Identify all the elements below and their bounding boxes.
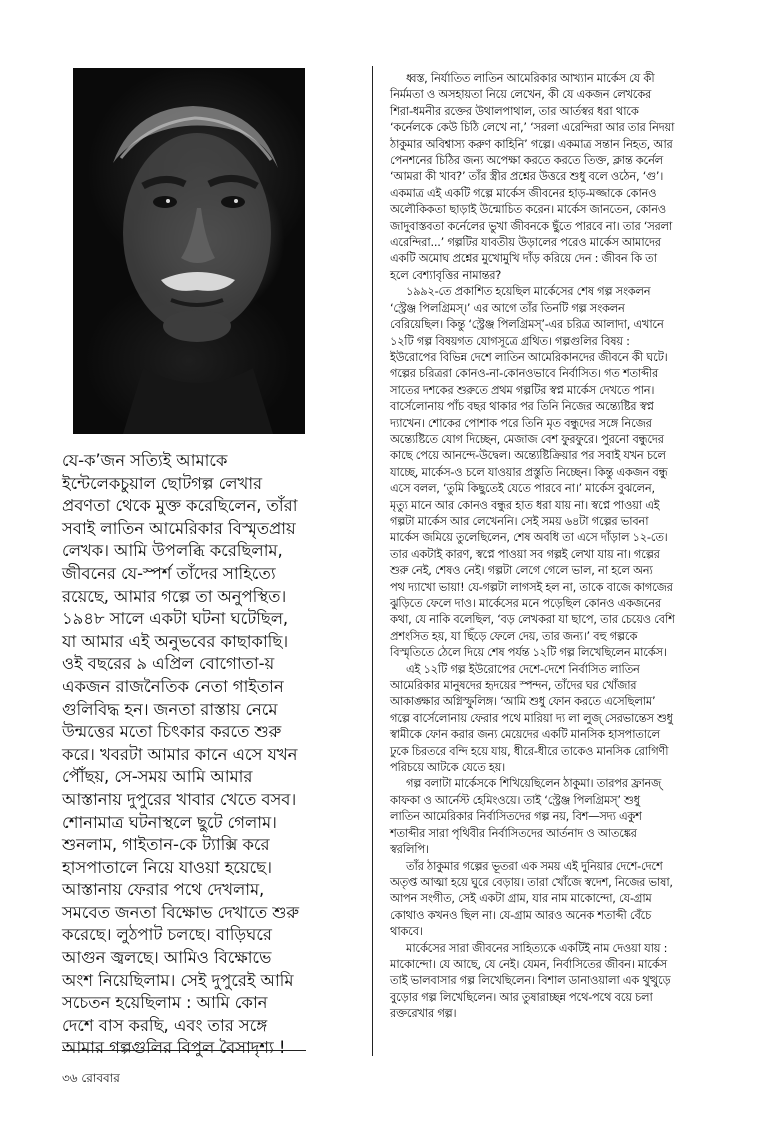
article-line: এরেন্দিরা...’ গল্পটির যাবতীয় উড়ালের পরেও মার্কেস আমাদের bbox=[390, 235, 661, 250]
article-line: বার্সেলোনায় পাঁচ বছর থাকার পর তিনি নিজের অন্ত্যেষ্টির স্বপ্ন bbox=[390, 399, 654, 414]
article-line: গল্পের চরিত্ররা কোনও-না-কোনওভাবে নির্বাসিত। গত শতাব্দীর bbox=[390, 366, 659, 381]
article-body bbox=[390, 70, 720, 1022]
article-line: রক্তরেখার গল্প। bbox=[390, 1006, 457, 1021]
article-line: নির্মমতা ও অসহায়তা নিয়ে লেখেন, কী যে একজন লেখকের bbox=[390, 87, 652, 102]
article-line: অতৃপ্ত আত্মা হয়ে ঘুরে বেড়ায়। তারা খোঁজে স্বদেশ, নিজের ভাষা, bbox=[390, 874, 673, 889]
article-line: অন্ত্যেষ্টিতে যোগ দিচ্ছেন, মেজাজ বেশ ফুরফুরে। পুরনো বন্ধুদের bbox=[390, 431, 664, 446]
pull-quote bbox=[62, 450, 312, 1060]
article-line: এই ১২টি গল্প ইউরোপের দেশে-দেশে নির্বাসিত লাতিন bbox=[406, 661, 640, 676]
article-line: গল্প বলাটা মার্কেসকে শিখিয়েছিলেন ঠাকুমা। তারপর ফ্রানজ্ bbox=[406, 776, 662, 791]
article-line: এসে বলল, ‘তুমি কিছুতেই যেতে পারবে না।’ মার্কেস বুঝলেন, bbox=[390, 481, 655, 496]
quote-line: আমার গল্পগুলির বিপুল বৈসাদৃশ্য ! bbox=[62, 1038, 286, 1058]
article-line: ‘স্ট্রেঞ্জ পিলগ্রিমস্।’ এর আগে তাঁর তিনটি গল্প সংকলন bbox=[390, 300, 625, 315]
quote-line: জীবনের যে-স্পর্শ তাঁদের সাহিত্যে bbox=[62, 563, 276, 583]
article-line: ‘কর্নেলকে কেউ চিঠি লেখে না,’ ‘সরলা এরেন্দিরা আর তার নিদয়া bbox=[390, 120, 675, 135]
quote-line: শোনামাত্র ঘটনাস্থলে ছুটে গেলাম। bbox=[62, 812, 277, 832]
article-line: কথা, যে নাকি বলেছিল, ‘বড় লেখকরা যা ছাপে, তার চেয়েও বেশি bbox=[390, 612, 675, 627]
article-line: স্বামীকে ফোন করার জন্য মেয়েদের একটি মানসিক হাসপাতালে bbox=[390, 727, 660, 742]
quote-line: দেশে বাস করছি, এবং তার সঙ্গে bbox=[62, 1015, 268, 1035]
quote-line: অংশ নিয়েছিলাম। সেই দুপুরেই আমি bbox=[62, 970, 294, 990]
quote-line: শুনলাম, গাইতান-কে ট্যাক্সি করে bbox=[62, 835, 270, 855]
article-line: সাতের দশকের শুরুতে প্রথম গল্পটির স্বপ্ন মার্কেস দেখতে পান। bbox=[390, 382, 655, 397]
article-line: পথ দ্যাখো ভায়া! যে-গল্পটা লাগসই হল না, তাকে বাজে কাগজের bbox=[390, 579, 673, 594]
article-line: স্বরলিপি। bbox=[390, 842, 429, 857]
article-line: তাই ভালবাসার গল্প লিখেছিলেন। বিশাল ডানাওয়ালা এক থুত্থুড়ে bbox=[390, 973, 671, 988]
article-line: কাফকা ও আর্নেস্ট হেমিংওয়ে। তাই ‘স্ট্রেঞ্জ পিলগ্রিমস্’ শুধু bbox=[390, 792, 640, 807]
article-line: বেরিয়েছিল। কিন্তু ‘স্ট্রেঞ্জ পিলগ্রিমস্’-এর চরিত্র আলাদা, এখানে bbox=[390, 317, 664, 332]
page-footer: ৩৬ রোববার bbox=[62, 1071, 120, 1085]
quote-line: সচেতন হয়েছিলাম : আমি কোন bbox=[62, 993, 268, 1013]
quote-line: একজন রাজনৈতিক নেতা গাইতান bbox=[62, 676, 284, 696]
article-line: গল্পে বার্সেলোনায় ফেরার পথে মারিয়া দ্য লা লুজ্ সেরভান্তেস শুধু bbox=[390, 710, 673, 725]
article-line: শতাব্দীর সারা পৃথিবীর নির্বাসিতদের আর্তনাদ ও আতঙ্কের bbox=[390, 825, 637, 840]
article-line: শুরু নেই, শেষও নেই। গল্পটা লেগে গেলে ভাল, না হলে অন্য bbox=[390, 563, 653, 578]
quote-line: আস্তানায় দুপুরের খাবার খেতে বসব। bbox=[62, 789, 297, 809]
quote-line: গুলিবিদ্ধ হন। জনতা রাস্তায় নেমে bbox=[62, 699, 278, 719]
quote-line: ইন্টেলেকচুয়াল ছোটগল্প লেখার bbox=[62, 473, 263, 493]
quote-bottom-rule bbox=[62, 1050, 306, 1051]
article-line: ধ্বস্ত, নির্যাতিত লাতিন আমেরিকার আখ্যান মার্কেস যে কী bbox=[406, 71, 655, 85]
article-line: মৃত্যু মানে আর কোনও বন্ধুর হাত ধরা যায় না। স্বপ্নে পাওয়া এই bbox=[390, 497, 660, 512]
article-line: ১৯৯২-তে প্রকাশিত হয়েছিল মার্কেসের শেষ গল্প সংকলন bbox=[406, 284, 651, 299]
quote-line: সবাই লাতিন আমেরিকার বিস্মৃতপ্রায় bbox=[62, 518, 296, 538]
article-line: বিস্মৃতিতে ঠেলে দিয়ে শেষ পর্যন্ত ১২টি গল্প লিখেছিলেন মার্কেস। bbox=[390, 645, 667, 660]
article-line: হলে বেশ্যাবৃত্তির নামান্তর? bbox=[390, 267, 501, 282]
quote-line: করে। খবরটা আমার কানে এসে যখন bbox=[62, 744, 298, 764]
quote-line: উন্মত্তের মতো চিৎকার করতে শুরু bbox=[62, 722, 282, 742]
quote-line: সমবেত জনতা বিক্ষোভ দেখাতে শুরু bbox=[62, 902, 299, 922]
article-line: ১২টি গল্প বিষয়গত যোগসূত্রে গ্রথিত। গল্পগুলির বিষয় : bbox=[390, 333, 630, 348]
quote-line: আস্তানায় ফেরার পথে দেখলাম, bbox=[62, 880, 265, 900]
quote-line: পৌঁছয়, সে-সময় আমি আমার bbox=[62, 767, 253, 787]
article-line: ইউরোপের বিভিন্ন দেশে লাতিন আমেরিকানদের জীবনে কী ঘটে। bbox=[390, 349, 668, 364]
article-line: মাকোন্দো। যে আছে, যে নেই। যেমন, নির্বাসিতের জীবন। মার্কেস bbox=[390, 956, 667, 971]
article-line: আপন সংগীত, সেই একটা গ্রাম, যার নাম মাকোন্দো, যে-গ্রাম bbox=[390, 891, 652, 906]
article-line: বুড়োর গল্প লিখেছিলেন। আর তুষারাচ্ছন্ন পথে-পথে বয়ে চলা bbox=[390, 989, 653, 1004]
quote-line: যে-ক’জন সত্যিই আমাকে bbox=[62, 451, 228, 470]
article-line: প্রশংসিত হয়, যা ছিঁড়ে ফেলে দেয়, তার জন্য।’ বহু গল্পকে bbox=[390, 628, 638, 643]
article-line: যাচ্ছে, মার্কেস-ও চলে যাওয়ার প্রস্তুতি নিচ্ছেন। কিন্তু একজন বন্ধু bbox=[390, 464, 668, 479]
article-line: থাকবে। bbox=[390, 924, 423, 939]
article-line: একমাত্র এই একটি গল্পে মার্কেস জীবনের হাড়-মজ্জাকে কোনও bbox=[390, 185, 657, 200]
quote-line: আগুন জ্বলছে। আমিও বিক্ষোভে bbox=[62, 948, 272, 968]
article-line: ঝুড়িতে ফেলে দাও। মার্কেসের মনে পড়েছিল কোনও একজনের bbox=[390, 596, 661, 610]
column-divider bbox=[372, 66, 373, 1056]
article-line: কোথাও কখনও ছিল না। যে-গ্রাম আরও অনেক শতাব্দী বেঁচে bbox=[390, 907, 652, 922]
article-line: শিরা-ধমনীর রক্তের উথালপাথাল, তার আর্তস্বর ধরা থাকে bbox=[390, 103, 639, 118]
article-line: অলৌকিকতা ছাড়াই উন্মোচিত করেন। মার্কেস জানতেন, কোনও bbox=[390, 202, 666, 217]
article-line: আকাঙ্ক্ষার অগ্নিস্ফুলিঙ্গ। ‘আমি শুধু ফোন করতে এসেছিলাম’ bbox=[390, 694, 656, 709]
article-line: আমেরিকার মানুষদের হৃদয়ের স্পন্দন, তাঁদের ঘর খোঁজার bbox=[390, 678, 637, 693]
article-line: লাতিন আমেরিকার নির্বাসিতদের গল্প নয়, বিশ—সদ্য একুশ bbox=[390, 809, 642, 824]
quote-line: ১৯৪৮ সালে একটা ঘটনা ঘটেছিল, bbox=[62, 609, 289, 629]
quote-line: রয়েছে, আমার গল্পে তা অনুপস্থিত। bbox=[62, 586, 287, 606]
quote-line: যা আমার এই অনুভবের কাছাকাছি। bbox=[62, 631, 289, 651]
article-line: পরিচয়ে আটকে যেতে হয়। bbox=[390, 760, 505, 775]
article-line: দ্যাখেন। শোকের পোশাক পরে তিনি মৃত বন্ধুদের সঙ্গে নিজের bbox=[390, 415, 652, 430]
author-portrait-photo bbox=[73, 68, 305, 434]
quote-line: ওই বছরের ৯ এপ্রিল বোগোতা-য় bbox=[62, 654, 275, 674]
article-line: তাঁর ঠাকুমার গল্পের ভূতরা এক সময় এই দুনিয়ার দেশে-দেশে bbox=[406, 858, 663, 873]
article-line: গল্পটা মার্কেস আর লেখেননি। সেই সময় ৬৪টা গল্পের ভাবনা bbox=[390, 513, 649, 528]
quote-line: করেছে। লুঠপাট চলছে। বাড়িঘরে bbox=[62, 925, 272, 945]
article-line: তার একটাই কারণ, স্বপ্নে পাওয়া সব গল্পই লেখা যায় না। গল্পের bbox=[390, 546, 660, 561]
portrait-illustration bbox=[73, 68, 305, 434]
article-line: ঢুকে চিরতরে বন্দি হয়ে যায়, ধীরে-ধীরে তাকেও মানসিক রোগিণী bbox=[390, 743, 669, 758]
article-line: কাছে পেয়ে আনন্দে-উদ্বেল। অন্ত্যেষ্টিক্রিয়ার পর সবাই যখন চলে bbox=[390, 448, 666, 463]
quote-line: হাসপাতালে নিয়ে যাওয়া হয়েছে। bbox=[62, 857, 272, 877]
article-line: মার্কেসের সারা জীবনের সাহিত্যকে একটিই নাম দেওয়া যায় : bbox=[406, 940, 668, 955]
article-line: জাদুবাস্তবতা কর্নেলের ভুখা জীবনকে ছুঁতে পারবে না। তার ‘সরলা bbox=[390, 218, 673, 233]
article-line: ঠাকুমার অবিশ্বাস্য করুণ কাহিনি’ গল্পে। একমাত্র সন্তান নিহত, আর bbox=[390, 136, 673, 151]
article-line: একটি অমোঘ প্রশ্নের মুখোমুখি দাঁড় করিয়ে দেন : জীবন কি তা bbox=[390, 251, 657, 266]
article-line: মার্কেস জমিয়ে তুলেছিলেন, শেষ অবধি তা এসে দাঁড়াল ১২-তে। bbox=[390, 530, 668, 545]
article-line: পেনশনের চিঠির জন্য অপেক্ষা করতে করতে তিক্ত, ক্লান্ত কর্নেল bbox=[390, 153, 663, 168]
quote-line: লেখক। আমি উপলব্ধি করেছিলাম, bbox=[62, 541, 283, 561]
quote-line: প্রবণতা থেকে মুক্ত করেছিলেন, তাঁরা bbox=[62, 496, 298, 516]
article-line: ‘আমরা কী খাব?’ তাঁর স্ত্রীর প্রশ্নের উত্তরে শুধু বলে ওঠেন, ‘গু’। bbox=[390, 169, 664, 184]
